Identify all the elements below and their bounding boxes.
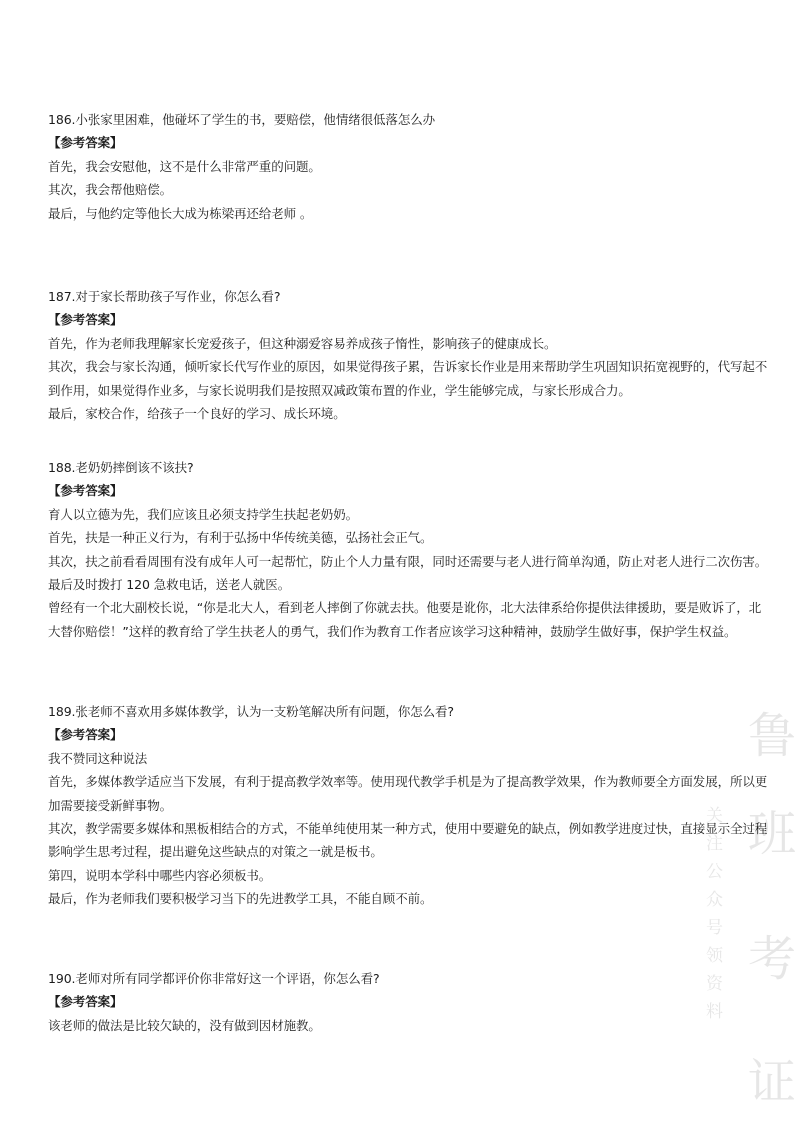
answer-line: 最后，与他约定等他长大成为栋梁再还给老师 。 [48,205,313,221]
answer-line: 我不赞同这种说法 [48,750,148,766]
watermark-char: 注 [706,834,723,854]
answer-label: 【参考答案】 [48,483,123,499]
answer-line: 最后，家校合作，给孩子一个良好的学习、成长环境。 [48,406,346,422]
answer-line: 第四，说明本学科中哪些内容必须板书。 [48,867,272,883]
answer-line: 最后及时拨打 120 急救电话，送老人就医。 [48,577,291,593]
watermark-char: 料 [706,1002,723,1022]
question-block-188 [48,456,768,643]
answer-line: 首先，多媒体教学适应当下发展，有利于提高教学效率等。使用现代教学手机是为了提高教学效果，作为教师要全方面发展，所以更加需要接受新鲜事物。 [48,774,768,813]
watermark-char: 考 [748,931,797,987]
answer-line: 该老师的做法是比较欠缺的，没有做到因材施教。 [48,1017,321,1033]
watermark-char: 班 [748,806,797,862]
question-block-189 [48,700,768,911]
watermark-char: 领 [706,946,723,966]
answer-line: 首先，作为老师我理解家长宠爱孩子，但这种溺爱容易养成孩子惰性，影响孩子的健康成长。 [48,335,557,351]
answer-line: 首先，扶是一种正义行为，有利于弘扬中华传统美德，弘扬社会正气。 [48,530,433,546]
watermark-char: 公 [706,862,723,882]
watermark-char: 资 [706,974,723,994]
question-block-186 [48,108,768,225]
answer-label: 【参考答案】 [48,135,123,151]
watermark-char: 鲁 [748,708,797,764]
answer-label: 【参考答案】 [48,312,123,328]
answer-line: 其次，我会与家长沟通，倾听家长代写作业的原因，如果觉得孩子累，告诉家长作业是用来帮助学生巩固知识拓宽视野的，代写起不到作用，如果觉得作业多，与家长说明我们是按照双减政策布置的作业，学生能够完成，与家长形成合力。 [48,359,768,398]
question-title: 186.小张家里困难，他碰坏了学生的书，要赔偿，他情绪很低落怎么办 [48,112,436,127]
question-title: 188.老奶奶摔倒该不该扶? [48,460,194,475]
question-block-190 [48,967,768,1037]
answer-line: 其次，教学需要多媒体和黑板相结合的方式，不能单纯使用某一种方式，使用中要避免的缺点，例如教学进度过快，直接显示全过程影响学生思考过程，提出避免这些缺点的对策之一就是板书。 [48,821,768,860]
answer-line: 曾经有一个北大副校长说，“你是北大人，看到老人摔倒了你就去扶。他要是讹你，北大法律系给你提供法律援助，要是败诉了，北大替你赔偿！”这样的教育给了学生扶老人的勇气，我们作为教育工作者应该学习这种精神，鼓励学生做好事，保护学生权益。 [48,600,762,639]
answer-line: 最后，作为老师我们要积极学习当下的先进教学工具，不能自顾不前。 [48,891,433,907]
watermark-char: 号 [706,918,723,938]
question-title: 187.对于家长帮助孩子写作业，你怎么看? [48,289,281,304]
watermark-char: 关 [706,806,723,826]
watermark-char: 众 [706,890,723,910]
question-block-187 [48,285,768,425]
answer-label: 【参考答案】 [48,727,123,743]
question-title: 189.张老师不喜欢用多媒体教学，认为一支粉笔解决所有问题，你怎么看? [48,704,454,719]
answer-line: 育人以立德为先，我们应该且必须支持学生扶起老奶奶。 [48,506,359,522]
answer-line: 首先，我会安慰他，这不是什么非常严重的问题。 [48,158,321,174]
answer-label: 【参考答案】 [48,994,123,1010]
answer-line: 其次，我会帮他赔偿。 [48,182,173,198]
answer-line: 其次，扶之前看看周围有没有成年人可一起帮忙，防止个人力量有限，同时还需要与老人进行简单沟通，防止对老人进行二次伤害。 [48,553,768,569]
watermark-char: 证 [748,1054,797,1110]
question-title: 190.老师对所有同学都评价你非常好这一个评语，你怎么看? [48,971,380,986]
